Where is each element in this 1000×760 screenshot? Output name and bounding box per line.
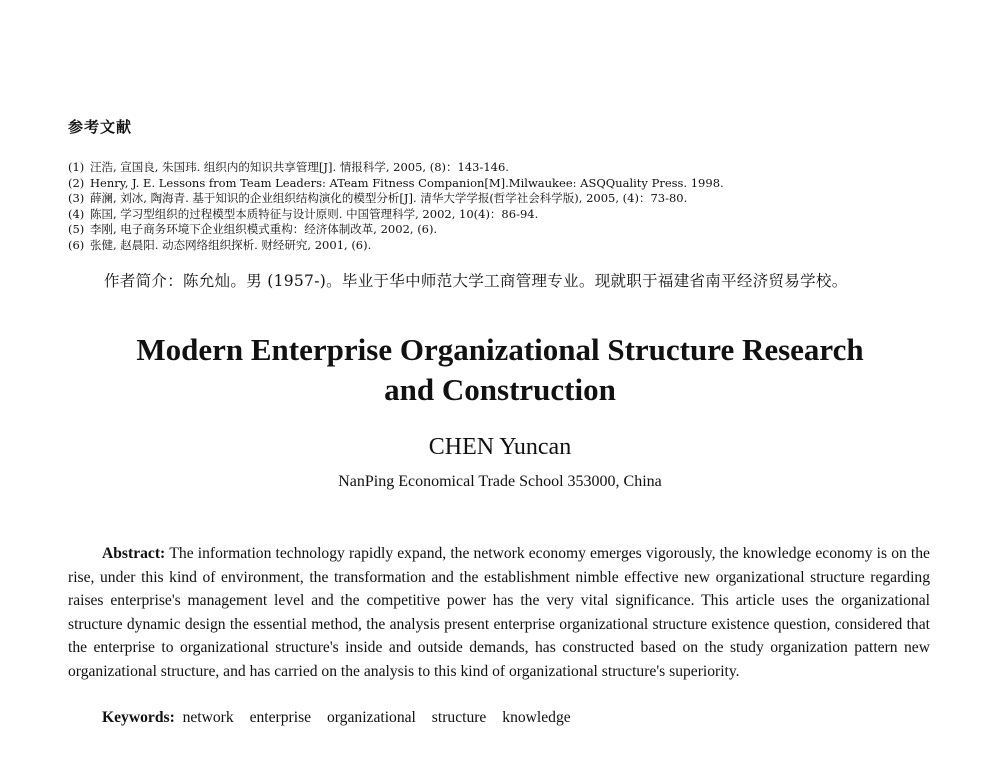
- keywords: [102, 709, 583, 727]
- keyword: organizational: [326, 709, 416, 726]
- abstract-label: Abstract:: [102, 545, 166, 562]
- paper-title: [0, 330, 1000, 410]
- keyword: network: [182, 709, 234, 726]
- reference-number: (3): [68, 191, 85, 206]
- keyword: knowledge: [502, 709, 571, 726]
- reference-item: [68, 222, 928, 238]
- references-heading: 参考文献: [68, 118, 133, 136]
- keyword: enterprise: [249, 709, 312, 726]
- reference-item: [68, 207, 928, 223]
- reference-list: [68, 160, 928, 254]
- abstract-text: The information technology rapidly expand, the network economy emerges vigorously, the knowledge economy is on the rise, under this kind of environment, the transformation and the establishment nimble effective new organizational structure regarding raises enterprise's management level and the competitive power has the very vital significance. This article uses the organizational structure dynamic design the essential method, the analysis present enterprise organizational structure existence question, considered that the enterprise to organizational structure's inside and outside demands, has constructed based on the study organization pattern new organizational structure, and has carried on the analysis to this kind of organizational structure's superiority.: [68, 545, 930, 680]
- reference-item: [68, 191, 928, 207]
- reference-number: (4): [68, 206, 85, 221]
- paper-title-line-2: and Construction: [384, 372, 616, 407]
- reference-number: (1): [68, 160, 85, 174]
- abstract: [68, 542, 930, 683]
- reference-number: (6): [68, 237, 85, 252]
- author-name: CHEN Yuncan: [428, 434, 572, 460]
- reference-item: [68, 176, 928, 192]
- reference-number: (5): [68, 222, 85, 237]
- reference-text: 汪浩, 宣国良, 朱国玮. 组织内的知识共享管理[J]. 情报科学, 2005, (8)：143-146.: [90, 160, 509, 174]
- author-affiliation: NanPing Economical Trade School 353000, China: [338, 473, 662, 490]
- reference-text: 薛澜, 刘冰, 陶海青. 基于知识的企业组织结构演化的模型分析[J]. 清华大学学报(哲学社会科学版), 2005, (4)：73-80.: [90, 191, 688, 206]
- reference-text: 张健, 赵晨阳. 动态网络组织探析. 财经研究, 2001, (6).: [90, 237, 372, 252]
- author-introduction: 作者简介：陈允灿。男 (1957-)。毕业于华中师范大学工商管理专业。现就职于福建省南平经济贸易学校。: [104, 272, 848, 290]
- paper-title-line-1: Modern Enterprise Organizational Structure Research: [136, 332, 864, 367]
- reference-text: 陈国, 学习型组织的过程模型本质特征与设计原则. 中国管理科学, 2002, 10(4)：86-94.: [90, 206, 539, 221]
- reference-number: (2): [68, 175, 85, 190]
- keyword: structure: [431, 709, 487, 726]
- reference-item: [68, 238, 928, 254]
- reference-text: Henry, J. E. Lessons from Team Leaders: ATeam Fitness Companion[M].Milwaukee: ASQQuality Press. 1998.: [90, 175, 724, 190]
- keywords-label: Keywords:: [102, 709, 175, 726]
- reference-text: 李刚, 电子商务环境下企业组织模式重构：经济体制改革, 2002, (6).: [90, 222, 438, 237]
- reference-item: [68, 160, 928, 176]
